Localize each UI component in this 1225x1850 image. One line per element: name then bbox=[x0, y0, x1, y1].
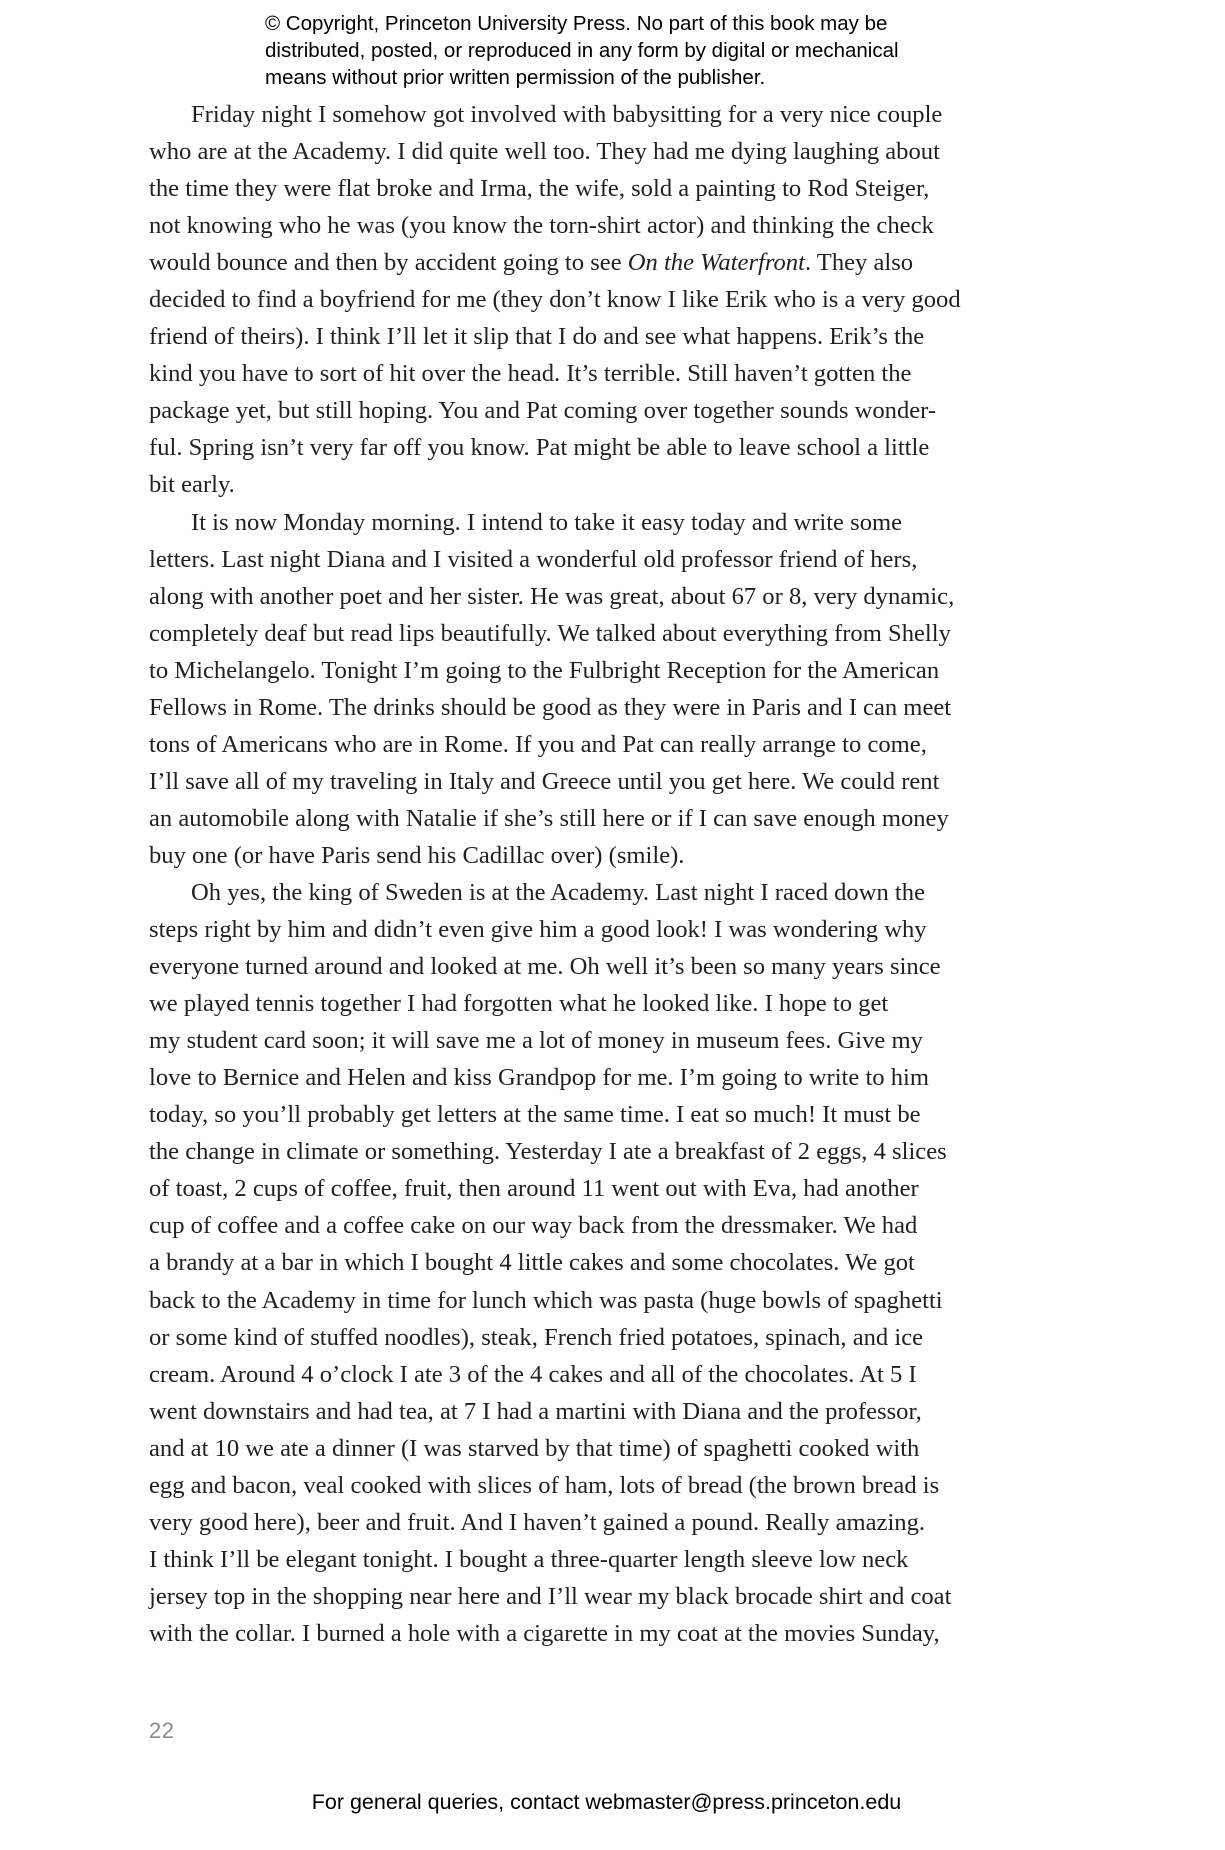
text-line: with the collar. I burned a hole with a cigarette in my coat at the movies Sunday, bbox=[149, 1619, 940, 1647]
text-line: the change in climate or something. Yesterday I ate a breakfast of 2 eggs, 4 slices bbox=[149, 1138, 947, 1166]
text-line: everyone turned around and looked at me. Oh well it’s been so many years since bbox=[149, 953, 941, 981]
text-line: or some kind of stuffed noodles), steak, French fried potatoes, spinach, and ice bbox=[149, 1323, 924, 1351]
text-line: Oh yes, the king of Sweden is at the Academy. Last night I raced down the bbox=[191, 878, 925, 906]
text-line: would bounce and then by accident going to see On the Waterfront. They also bbox=[149, 249, 914, 277]
text-line: friend of theirs). I think I’ll let it slip that I do and see what happens. Erik’s the bbox=[149, 323, 925, 351]
text-line: letters. Last night Diana and I visited a wonderful old professor friend of hers, bbox=[149, 545, 918, 573]
text-line: the time they were flat broke and Irma, the wife, sold a painting to Rod Steiger, bbox=[149, 175, 930, 203]
text-line: to Michelangelo. Tonight I’m going to the Fulbright Reception for the American bbox=[149, 656, 940, 684]
paragraphs-container bbox=[149, 96, 1074, 1652]
text-line: an automobile along with Natalie if she’s still here or if I can save enough money bbox=[149, 804, 949, 832]
text-line: who are at the Academy. I did quite well too. They had me dying laughing about bbox=[149, 138, 940, 166]
text-line: I’ll save all of my traveling in Italy and Greece until you get here. We could rent bbox=[149, 767, 940, 795]
text-line: tons of Americans who are in Rome. If you and Pat can really arrange to come, bbox=[149, 730, 927, 758]
footer-contact-text: For general queries, contact webmaster@press.princeton.edu bbox=[311, 1790, 902, 1814]
text-line: today, so you’ll probably get letters at the same time. I eat so much! It must be bbox=[149, 1101, 921, 1129]
copyright-notice bbox=[265, 10, 985, 91]
text-line: love to Bernice and Helen and kiss Grandpop for me. I’m going to write to him bbox=[149, 1064, 929, 1092]
body-text bbox=[149, 96, 1074, 1652]
page-number: 22 bbox=[149, 1718, 175, 1743]
text-line: I think I’ll be elegant tonight. I bought a three-quarter length sleeve low neck bbox=[149, 1545, 909, 1573]
copyright-line: means without prior written permission of the publisher. bbox=[265, 66, 766, 89]
text-line: cup of coffee and a coffee cake on our way back from the dressmaker. We had bbox=[149, 1212, 918, 1240]
text-line: went downstairs and had tea, at 7 I had a martini with Diana and the professor, bbox=[149, 1397, 922, 1425]
text-line: It is now Monday morning. I intend to take it easy today and write some bbox=[191, 508, 903, 536]
footer bbox=[0, 1790, 1225, 1815]
text-line: Fellows in Rome. The drinks should be good as they were in Paris and I can meet bbox=[149, 693, 952, 721]
text-line: decided to find a boyfriend for me (they don’t know I like Erik who is a very good bbox=[149, 286, 961, 314]
text-line: jersey top in the shopping near here and I’ll wear my black brocade shirt and coat bbox=[149, 1582, 952, 1610]
paragraph bbox=[149, 96, 1074, 504]
text-line: package yet, but still hoping. You and Pat coming over together sounds wonder- bbox=[149, 397, 937, 425]
text-line: we played tennis together I had forgotten what he looked like. I hope to get bbox=[149, 990, 889, 1018]
paragraph bbox=[149, 874, 1074, 1652]
copyright-line: distributed, posted, or reproduced in any form by digital or mechanical bbox=[265, 39, 899, 62]
text-line: completely deaf but read lips beautifully. We talked about everything from Shelly bbox=[149, 619, 951, 647]
text-line: along with another poet and her sister. He was great, about 67 or 8, very dynamic, bbox=[149, 582, 955, 610]
copyright-line: © Copyright, Princeton University Press. No part of this book may be bbox=[265, 12, 888, 35]
text-line: buy one (or have Paris send his Cadillac over) (smile). bbox=[149, 841, 685, 869]
text-line: not knowing who he was (you know the torn-shirt actor) and thinking the check bbox=[149, 212, 934, 240]
text-line: steps right by him and didn’t even give him a good look! I was wondering why bbox=[149, 916, 927, 944]
text-line: bit early. bbox=[149, 471, 235, 499]
paragraph bbox=[149, 504, 1074, 874]
text-line: cream. Around 4 o’clock I ate 3 of the 4 cakes and all of the chocolates. At 5 I bbox=[149, 1360, 917, 1388]
text-line: my student card soon; it will save me a lot of money in museum fees. Give my bbox=[149, 1027, 923, 1055]
text-line: egg and bacon, veal cooked with slices of ham, lots of bread (the brown bread is bbox=[149, 1471, 940, 1499]
text-line: ful. Spring isn’t very far off you know. Pat might be able to leave school a little bbox=[149, 434, 930, 462]
text-line: back to the Academy in time for lunch which was pasta (huge bowls of spaghetti bbox=[149, 1286, 943, 1314]
text-line: Friday night I somehow got involved with babysitting for a very nice couple bbox=[191, 101, 943, 128]
text-line: of toast, 2 cups of coffee, fruit, then around 11 went out with Eva, had another bbox=[149, 1175, 919, 1203]
text-line: very good here), beer and fruit. And I haven’t gained a pound. Really amazing. bbox=[149, 1508, 926, 1536]
text-line: and at 10 we ate a dinner (I was starved by that time) of spaghetti cooked with bbox=[149, 1434, 920, 1462]
text-line: a brandy at a bar in which I bought 4 little cakes and some chocolates. We got bbox=[149, 1249, 915, 1277]
text-line: kind you have to sort of hit over the head. It’s terrible. Still haven’t gotten the bbox=[149, 360, 912, 388]
